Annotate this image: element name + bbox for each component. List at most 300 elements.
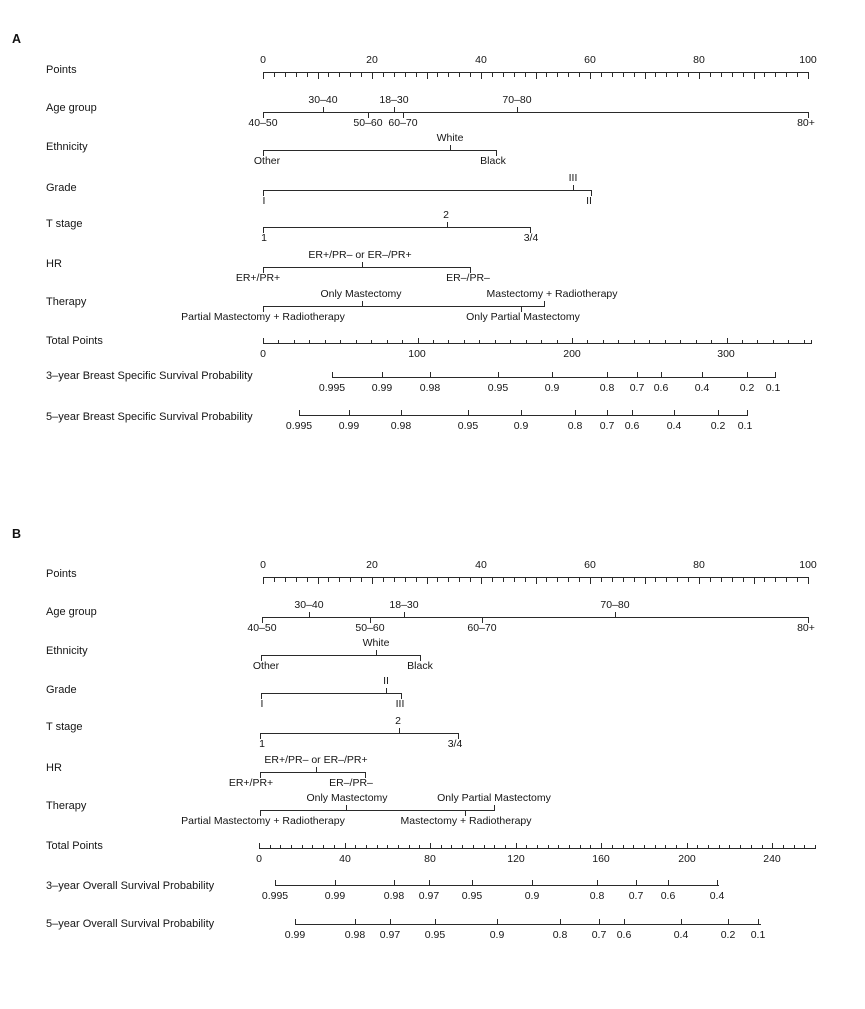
- panel-a-row6-tick-label: Partial Mastectomy + Radiotherapy: [181, 311, 345, 323]
- panel-b-row1-tick-label: 50–60: [355, 622, 385, 634]
- panel-a-row0-tick-label: 20: [366, 54, 378, 66]
- panel-a-row0-minor-tick: [503, 73, 504, 77]
- panel-b-row0-minor-tick: [754, 578, 755, 584]
- panel-b-row2-label: Ethnicity: [46, 645, 88, 657]
- panel-b-row8-tick: [394, 880, 395, 885]
- panel-a-row5-label: HR: [46, 258, 62, 270]
- panel-a-row0-minor-tick: [699, 73, 700, 79]
- panel-a-row3-label: Grade: [46, 182, 77, 194]
- panel-b-row0-minor-tick: [655, 578, 656, 582]
- panel-a-row8-tick: [607, 372, 608, 377]
- panel-b-row7-minor-tick: [484, 845, 485, 849]
- panel-b-row9-label: 5–year Overall Survival Probability: [46, 918, 215, 930]
- panel-a-row0-minor-tick: [754, 73, 755, 79]
- panel-a-row7-minor-tick: [665, 340, 666, 344]
- panel-b-row0-minor-tick: [437, 578, 438, 582]
- panel-a-row7-minor-tick: [325, 340, 326, 344]
- panel-b-row0-minor-tick: [350, 578, 351, 582]
- panel-a-row6-label: Therapy: [46, 296, 87, 308]
- panel-a-row2-tick-label: Other: [253, 155, 281, 167]
- panel-a-row9-tick: [349, 410, 350, 415]
- panel-b-row8-tick-label: 0.99: [324, 890, 346, 902]
- panel-b-row7-minor-tick: [729, 845, 730, 849]
- panel-b-row7-minor-tick: [451, 845, 452, 849]
- panel-b-row0-minor-tick: [590, 578, 591, 584]
- panel-b-row8-tick-label: 0.7: [628, 890, 644, 902]
- panel-b-row8-tick: [275, 880, 276, 885]
- panel-b-row0-minor-tick: [285, 578, 286, 582]
- panel-b-row6-axis-line: [260, 810, 495, 811]
- panel-b-row7-minor-tick: [740, 845, 741, 849]
- panel-a-row0-minor-tick: [361, 73, 362, 77]
- panel-a-row7-minor-tick: [418, 338, 419, 344]
- panel-b-row9-tick-label: 0.1: [750, 929, 766, 941]
- panel-a-row7-minor-tick: [696, 340, 697, 344]
- panel-a-row9-label: 5–year Breast Specific Survival Probability: [46, 411, 253, 423]
- panel-b-row9-tick-label: 0.99: [284, 929, 306, 941]
- panel-b-row0-minor-tick: [448, 578, 449, 582]
- panel-b-row8-axis-line: [275, 885, 719, 886]
- panel-a-row7-minor-tick: [541, 340, 542, 344]
- panel-a-row0-minor-tick: [481, 73, 482, 79]
- panel-a-row7-minor-tick: [402, 340, 403, 344]
- panel-a-row0-minor-tick: [732, 73, 733, 77]
- panel-a-row0-minor-tick: [285, 73, 286, 77]
- panel-b-row7-minor-tick: [697, 845, 698, 849]
- panel-a-row8-tick-label: 0.2: [739, 382, 755, 394]
- panel-b-row7-minor-tick: [655, 845, 656, 849]
- panel-b-row5-tick: [316, 767, 317, 772]
- panel-b-row2-tick-label: Black: [407, 660, 433, 672]
- panel-b-row1-tick-label: 18–30: [389, 599, 419, 611]
- panel-b-row8-tick: [335, 880, 336, 885]
- panel-b-row7-minor-tick: [409, 845, 410, 849]
- panel-b-row4-label: T stage: [46, 721, 83, 733]
- panel-b-row7-minor-tick: [473, 845, 474, 849]
- panel-a-row8-tick: [382, 372, 383, 377]
- panel-b-row9-tick: [728, 919, 729, 924]
- panel-a-row7-minor-tick: [510, 340, 511, 344]
- panel-b-row7-tick-label: 80: [424, 853, 436, 865]
- panel-b-row0-minor-tick: [623, 578, 624, 582]
- panel-b-row7-minor-tick: [366, 845, 367, 849]
- panel-a-row7-minor-tick: [448, 340, 449, 344]
- panel-b-row4-tick-label: 2: [395, 715, 401, 727]
- panel-a-row0-minor-tick: [677, 73, 678, 77]
- panel-a-row0-tick-label: 60: [584, 54, 596, 66]
- panel-a-row8-axis-line: [332, 377, 776, 378]
- panel-a-row0-minor-tick: [743, 73, 744, 77]
- panel-b-row0-tick-label: 60: [584, 559, 596, 571]
- panel-b-row5-tick-label: ER+/PR– or ER–/PR+: [264, 754, 368, 766]
- panel-b-row0-minor-tick: [579, 578, 580, 582]
- panel-b-row0-minor-tick: [536, 578, 537, 584]
- panel-a-row8-tick-label: 0.95: [487, 382, 509, 394]
- panel-a-row8-tick: [498, 372, 499, 377]
- panel-a-row0-minor-tick: [536, 73, 537, 79]
- panel-b-row7-minor-tick: [505, 845, 506, 849]
- panel-a-row9-tick-label: 0.8: [567, 420, 583, 432]
- panel-b-row8-tick: [472, 880, 473, 885]
- panel-a-row0-minor-tick: [557, 73, 558, 77]
- panel-a-row7-minor-tick: [495, 340, 496, 344]
- panel-b-row3-tick-label: III: [395, 698, 405, 710]
- panel-b-row0-minor-tick: [612, 578, 613, 582]
- panel-b-row0-tick-label: 80: [693, 559, 705, 571]
- panel-b-row0-minor-tick: [721, 578, 722, 582]
- panel-a-row4-label: T stage: [46, 218, 83, 230]
- panel-a-row7-minor-tick: [371, 340, 372, 344]
- panel-a-row7-minor-tick: [356, 340, 357, 344]
- panel-a-row8-tick: [747, 372, 748, 377]
- panel-a-row3-axis-line: [263, 190, 592, 191]
- panel-a-row8-tick-label: 0.4: [694, 382, 710, 394]
- panel-b-row0-minor-tick: [296, 578, 297, 582]
- panel-b-row0-minor-tick: [318, 578, 319, 584]
- panel-a-row9-tick-label: 0.6: [624, 420, 640, 432]
- panel-b-row7-minor-tick: [430, 843, 431, 849]
- panel-b-row0-minor-tick: [361, 578, 362, 582]
- panel-b-row8-tick-label: 0.9: [524, 890, 540, 902]
- panel-b-row7-tick-label: 240: [763, 853, 781, 865]
- panel-a-row1-tick-label: 18–30: [379, 94, 409, 106]
- panel-a-row9-tick-label: 0.2: [710, 420, 726, 432]
- panel-a-row9-tick: [575, 410, 576, 415]
- panel-a-row8-tick: [661, 372, 662, 377]
- panel-b-row5-axis-line: [260, 772, 366, 773]
- panel-a-row8-tick: [702, 372, 703, 377]
- panel-a-row9-tick-label: 0.98: [390, 420, 412, 432]
- panel-b-row7-minor-tick: [644, 845, 645, 849]
- panel-b-row7-minor-tick: [377, 845, 378, 849]
- panel-a-row1-tick-label: 30–40: [308, 94, 338, 106]
- panel-b-row7-tick-label: 0: [256, 853, 262, 865]
- panel-a-row8-tick: [552, 372, 553, 377]
- panel-b-row7-minor-tick: [270, 845, 271, 849]
- panel-b-row0-tick-label: 40: [475, 559, 487, 571]
- panel-a-row8-tick-label: 0.8: [599, 382, 615, 394]
- panel-b-row0-minor-tick: [459, 578, 460, 582]
- panel-b-row0-minor-tick: [307, 578, 308, 582]
- panel-a-row0-minor-tick: [764, 73, 765, 77]
- panel-b-row1-label: Age group: [46, 606, 97, 618]
- panel-b-row7-minor-tick: [462, 845, 463, 849]
- panel-a-row0-minor-tick: [328, 73, 329, 77]
- panel-a-row9-tick-label: 0.99: [338, 420, 360, 432]
- panel-b-row5-tick-label: ER+/PR+: [228, 777, 274, 789]
- panel-a-row0-minor-tick: [318, 73, 319, 79]
- panel-b-row4-axis-line: [260, 733, 459, 734]
- panel-b-row6-tick-label: Only Mastectomy: [306, 792, 388, 804]
- panel-b-row0-minor-tick: [557, 578, 558, 582]
- panel-a-row7-minor-tick: [711, 340, 712, 344]
- panel-b-row7-minor-tick: [280, 845, 281, 849]
- panel-b-row8-tick: [429, 880, 430, 885]
- panel-a-row4-tick: [447, 222, 448, 227]
- panel-b-row0-minor-tick: [481, 578, 482, 584]
- panel-b-row8-tick: [636, 880, 637, 885]
- panel-b-row7-minor-tick: [355, 845, 356, 849]
- panel-a-row0-minor-tick: [601, 73, 602, 77]
- panel-b-row7-minor-tick: [526, 845, 527, 849]
- panel-b-row7-minor-tick: [323, 845, 324, 849]
- panel-a-row1-axis-line: [263, 112, 809, 113]
- panel-b-row4-tick: [399, 728, 400, 733]
- panel-b-row1-tick-label: 30–40: [294, 599, 324, 611]
- panel-a-row8-tick: [637, 372, 638, 377]
- panel-a-row7-minor-tick: [572, 338, 573, 344]
- panel-a-row0-minor-tick: [307, 73, 308, 77]
- panel-a-row0-minor-tick: [710, 73, 711, 77]
- panel-a-row1-label: Age group: [46, 102, 97, 114]
- panel-a-row6-tick-label: Only Mastectomy: [320, 288, 402, 300]
- panel-a-row0-minor-tick: [350, 73, 351, 77]
- panel-b-row0-minor-tick: [797, 578, 798, 582]
- panel-b-row7-minor-tick: [633, 845, 634, 849]
- panel-a-row9-tick: [401, 410, 402, 415]
- panel-a-row7-minor-tick: [742, 340, 743, 344]
- panel-a-row8-tick-label: 0.98: [419, 382, 441, 394]
- panel-b-row0-minor-tick: [383, 578, 384, 582]
- panel-a-row1-tick: [394, 107, 395, 112]
- panel-b-row7-minor-tick: [387, 845, 388, 849]
- panel-a-row0-minor-tick: [394, 73, 395, 77]
- panel-a-row0-minor-tick: [263, 73, 264, 79]
- panel-b-row9-tick: [355, 919, 356, 924]
- panel-b-row1-tick: [404, 612, 405, 617]
- panel-a-row8-tick-label: 0.9: [544, 382, 560, 394]
- panel-a-row7-minor-tick: [387, 340, 388, 344]
- panel-b-row9-tick: [390, 919, 391, 924]
- panel-b-row0-minor-tick: [546, 578, 547, 582]
- panel-a-row9-tick: [747, 410, 748, 415]
- panel-b-row0-minor-tick: [514, 578, 515, 582]
- panel-b-row0-minor-tick: [503, 578, 504, 582]
- panel-b-row9-tick-label: 0.4: [673, 929, 689, 941]
- panel-b-label: B: [12, 527, 22, 541]
- panel-b-row1-tick: [615, 612, 616, 617]
- panel-a-row4-tick-label: 2: [443, 209, 449, 221]
- panel-b-row7-minor-tick: [751, 845, 752, 849]
- panel-a-row7-minor-tick: [727, 338, 728, 344]
- panel-a-row0-minor-tick: [666, 73, 667, 77]
- panel-b-row9-tick: [681, 919, 682, 924]
- panel-a-row9-axis-line: [299, 415, 748, 416]
- panel-a-row6-tick-label: Only Partial Mastectomy: [466, 311, 580, 323]
- panel-a-row9-tick-label: 0.9: [513, 420, 529, 432]
- panel-a-row1-tick: [323, 107, 324, 112]
- panel-b-row7-minor-tick: [398, 845, 399, 849]
- panel-a-row0-tick-label: 100: [799, 54, 817, 66]
- panel-b-row0-minor-tick: [808, 578, 809, 584]
- panel-b-row8-tick-label: 0.98: [383, 890, 405, 902]
- panel-b-row7-minor-tick: [601, 843, 602, 849]
- panel-b-row8-tick: [668, 880, 669, 885]
- panel-b-row7-minor-tick: [719, 845, 720, 849]
- panel-b-row0-tick-label: 20: [366, 559, 378, 571]
- panel-a-row0-minor-tick: [568, 73, 569, 77]
- panel-a-row0-minor-tick: [514, 73, 515, 77]
- panel-b-row0-minor-tick: [710, 578, 711, 582]
- panel-a-row9-tick: [718, 410, 719, 415]
- panel-b-row0-label: Points: [46, 568, 77, 580]
- panel-a-row6-tick-label: Mastectomy + Radiotherapy: [486, 288, 618, 300]
- panel-a-row9-tick-label: 0.4: [666, 420, 682, 432]
- panel-b-row7-minor-tick: [516, 843, 517, 849]
- panel-b-row8-tick-label: 0.6: [660, 890, 676, 902]
- panel-b-row1-axis-line: [262, 617, 809, 618]
- panel-a-row1-tick-label: 40–50: [248, 117, 278, 129]
- panel-a-row9-tick: [607, 410, 608, 415]
- panel-a-row8-tick: [332, 372, 333, 377]
- panel-b-row0-minor-tick: [525, 578, 526, 582]
- panel-b-row0-tick-label: 100: [799, 559, 817, 571]
- panel-b-row1-tick: [309, 612, 310, 617]
- panel-b-row1-tick-label: 80+: [797, 622, 815, 634]
- panel-a-row7-minor-tick: [294, 340, 295, 344]
- panel-b-row3-label: Grade: [46, 684, 77, 696]
- panel-b-row0-tick-label: 0: [260, 559, 266, 571]
- panel-a-row1-tick: [517, 107, 518, 112]
- panel-a-row3-tick: [573, 185, 574, 190]
- panel-a-row7-minor-tick: [587, 340, 588, 344]
- panel-b-row0-minor-tick: [677, 578, 678, 582]
- panel-b-row6-tick: [346, 805, 347, 810]
- panel-b-row8-tick-label: 0.97: [418, 890, 440, 902]
- panel-b-row7-minor-tick: [676, 845, 677, 849]
- panel-b-row5-label: HR: [46, 762, 62, 774]
- panel-a-row7-label: Total Points: [46, 335, 103, 347]
- panel-a-row8-tick-label: 0.6: [653, 382, 669, 394]
- panel-a-row0-minor-tick: [372, 73, 373, 79]
- panel-b-row0-minor-tick: [274, 578, 275, 582]
- panel-a-row0-minor-tick: [546, 73, 547, 77]
- panel-b-row9-tick-label: 0.95: [424, 929, 446, 941]
- panel-b-row7-minor-tick: [259, 843, 260, 849]
- panel-b-row7-minor-tick: [708, 845, 709, 849]
- panel-b-row6-tick-label: Only Partial Mastectomy: [437, 792, 551, 804]
- panel-a-row0-minor-tick: [688, 73, 689, 77]
- panel-b-row2-tick: [376, 650, 377, 655]
- panel-a-row3-tick-label: III: [568, 172, 578, 184]
- panel-a-row0-minor-tick: [296, 73, 297, 77]
- panel-a-row0-minor-tick: [459, 73, 460, 77]
- panel-b-row2-tick-label: White: [362, 637, 390, 649]
- panel-a-row8-tick: [430, 372, 431, 377]
- panel-b-row0-minor-tick: [339, 578, 340, 582]
- panel-a-row0-minor-tick: [634, 73, 635, 77]
- panel-a-row7-minor-tick: [603, 340, 604, 344]
- panel-b-row7-minor-tick: [494, 845, 495, 849]
- panel-a-row2-axis-line: [263, 150, 497, 151]
- panel-b-row6-label: Therapy: [46, 800, 87, 812]
- panel-a-row2-label: Ethnicity: [46, 141, 88, 153]
- panel-a-row5-axis-line: [263, 267, 471, 268]
- panel-b-row7-minor-tick: [537, 845, 538, 849]
- panel-a-row9-tick: [632, 410, 633, 415]
- panel-a-row0-minor-tick: [721, 73, 722, 77]
- panel-a-row7-minor-tick: [557, 340, 558, 344]
- panel-a-row0-tick-label: 0: [260, 54, 266, 66]
- panel-b-row7-minor-tick: [590, 845, 591, 849]
- panel-a-row6-tick: [362, 301, 363, 306]
- panel-b-row0-minor-tick: [764, 578, 765, 582]
- panel-b-row0-minor-tick: [470, 578, 471, 582]
- panel-a-row9-tick-label: 0.95: [457, 420, 479, 432]
- panel-a-row2-tick: [450, 145, 451, 150]
- panel-b-row0-minor-tick: [328, 578, 329, 582]
- panel-b-row0-minor-tick: [732, 578, 733, 582]
- panel-a-row7-minor-tick: [340, 340, 341, 344]
- panel-b-row1-tick-label: 40–50: [247, 622, 277, 634]
- panel-a-row4-axis-line: [263, 227, 531, 228]
- panel-b-row7-minor-tick: [772, 843, 773, 849]
- panel-b-row0-minor-tick: [688, 578, 689, 582]
- panel-a-row0-minor-tick: [623, 73, 624, 77]
- panel-b-row9-tick-label: 0.98: [344, 929, 366, 941]
- panel-a-row0-minor-tick: [492, 73, 493, 77]
- panel-a-row8-tick-label: 0.7: [629, 382, 645, 394]
- panel-b-row3-tick-label: I: [260, 698, 264, 710]
- panel-a-row7-minor-tick: [526, 340, 527, 344]
- panel-b-row2-axis-line: [261, 655, 421, 656]
- panel-b-row0-minor-tick: [263, 578, 264, 584]
- panel-b-row8-tick: [717, 880, 718, 885]
- panel-b-row0-minor-tick: [645, 578, 646, 584]
- panel-a-row8-tick: [775, 372, 776, 377]
- panel-b-row7-minor-tick: [804, 845, 805, 849]
- panel-a-row0-minor-tick: [775, 73, 776, 77]
- panel-b-row9-tick-label: 0.97: [379, 929, 401, 941]
- panel-a-row8-tick-label: 0.99: [371, 382, 393, 394]
- panel-b-row7-axis-line: [259, 848, 816, 849]
- panel-a-row7-minor-tick: [309, 340, 310, 344]
- panel-b-row7-tick-label: 120: [507, 853, 525, 865]
- panel-b-row0-minor-tick: [743, 578, 744, 582]
- panel-b-row0-minor-tick: [492, 578, 493, 582]
- panel-a-row7-end-tick: [811, 340, 812, 344]
- panel-a-row0-minor-tick: [405, 73, 406, 77]
- panel-b-row0-minor-tick: [568, 578, 569, 582]
- panel-b-row0-minor-tick: [786, 578, 787, 582]
- panel-b-row7-minor-tick: [441, 845, 442, 849]
- panel-b-row0-minor-tick: [405, 578, 406, 582]
- panel-a-row0-tick-label: 40: [475, 54, 487, 66]
- panel-b-row7-tick-label: 200: [678, 853, 696, 865]
- panel-b-row7-minor-tick: [580, 845, 581, 849]
- panel-b-row8-tick-label: 0.4: [709, 890, 725, 902]
- panel-b-row9-tick: [624, 919, 625, 924]
- panel-b-row7-minor-tick: [665, 845, 666, 849]
- panel-a-row0-minor-tick: [339, 73, 340, 77]
- panel-a-row9-tick: [521, 410, 522, 415]
- panel-b-row7-minor-tick: [612, 845, 613, 849]
- panel-b-row9-tick-label: 0.8: [552, 929, 568, 941]
- panel-b-row8-tick: [597, 880, 598, 885]
- panel-a-row0-minor-tick: [645, 73, 646, 79]
- panel-a-row7-minor-tick: [464, 340, 465, 344]
- panel-a-row5-tick-label: ER+/PR+: [235, 272, 281, 284]
- panel-a-row0-minor-tick: [808, 73, 809, 79]
- panel-a-row9-tick: [468, 410, 469, 415]
- panel-b-row4-tick-label: 3/4: [447, 738, 463, 750]
- panel-b-row9-tick: [560, 919, 561, 924]
- panel-b-row4-tick-label: 1: [259, 738, 265, 750]
- panel-b-row0-minor-tick: [601, 578, 602, 582]
- panel-b-row7-minor-tick: [815, 845, 816, 849]
- panel-b-row9-tick-label: 0.7: [591, 929, 607, 941]
- panel-a-row7-minor-tick: [788, 340, 789, 344]
